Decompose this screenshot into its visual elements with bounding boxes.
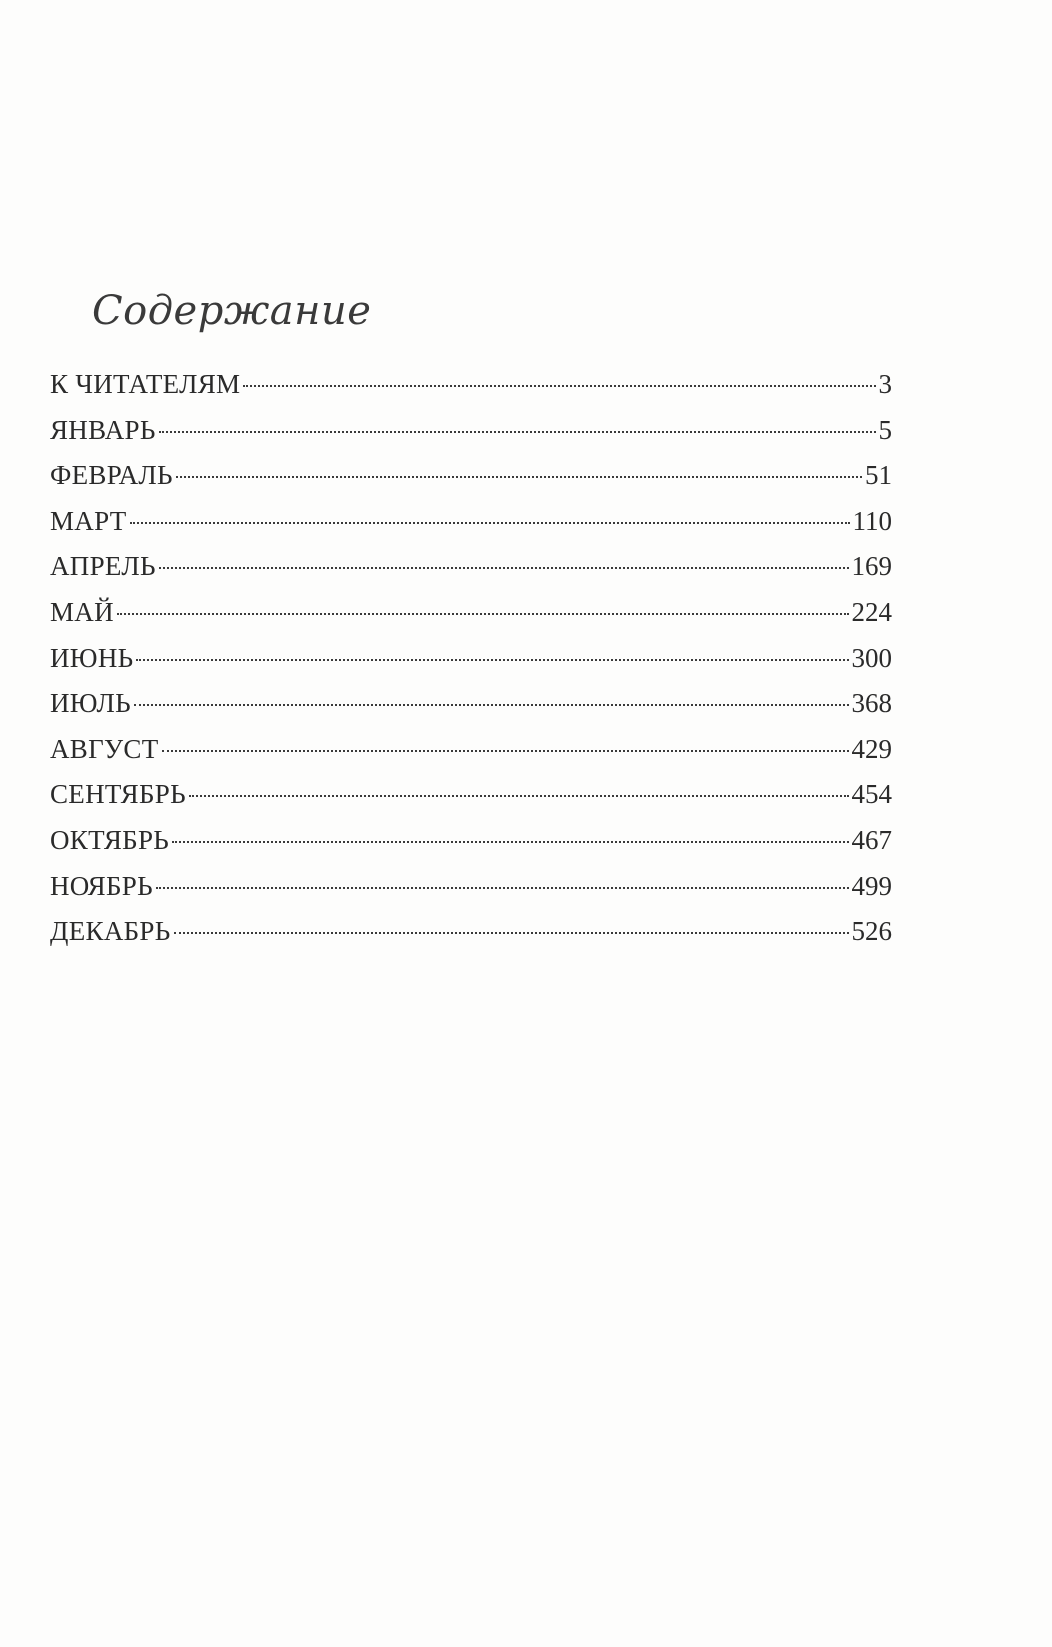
dot-leader [189,795,849,797]
toc-entry-page: 368 [851,688,892,719]
toc-entry [50,818,892,864]
toc-entry [50,408,892,454]
toc-entry-label: МАРТ [50,505,127,536]
toc-entry [50,727,892,773]
dot-leader [136,659,848,661]
dot-leader [117,613,849,615]
toc-entry-page: 454 [851,779,892,810]
toc-entry [50,772,892,818]
toc-entry-label: К ЧИТАТЕЛЯМ [50,369,241,399]
dot-leader [243,385,875,387]
toc-entry-label: ИЮНЬ [50,642,134,673]
toc-entry-label: СЕНТЯБРЬ [50,779,186,810]
toc-entry-page: 51 [865,460,892,491]
dot-leader [174,932,849,934]
toc-entry [50,681,892,727]
toc-entry-label: ФЕВРАЛЬ [50,460,173,491]
toc-entry-page: 169 [851,551,892,582]
toc-entry-label: МАЙ [50,596,114,627]
dot-leader [159,567,849,569]
toc-entry-page: 5 [878,414,892,445]
toc-entry-page: 300 [851,642,892,673]
toc-entry-page: 3 [878,369,892,399]
dot-leader [162,750,849,752]
table-of-contents [50,362,892,955]
toc-entry [50,636,892,682]
toc-entry-label: ОКТЯБРЬ [50,824,170,855]
toc-entry [50,453,892,499]
toc-entry-page: 467 [851,824,892,855]
dot-leader [176,476,862,478]
toc-entry [50,499,892,545]
dot-leader [172,841,848,843]
toc-entry [50,909,892,955]
toc-entry-label: ДЕКАБРЬ [50,916,171,947]
toc-entry-page: 224 [851,596,892,627]
page-title: Содержание [92,288,372,334]
toc-entry-label: АВГУСТ [50,733,159,764]
dot-leader [134,704,849,706]
toc-entry-label: ИЮЛЬ [50,688,131,719]
toc-entry [50,544,892,590]
toc-entry [50,864,892,910]
toc-entry-page: 499 [851,870,892,901]
dot-leader [156,887,849,889]
toc-entry-label: ЯНВАРЬ [50,414,156,445]
dot-leader [159,431,876,433]
toc-entry-label: АПРЕЛЬ [50,551,156,582]
toc-entry [50,590,892,636]
toc-entry-page: 526 [851,916,892,947]
toc-entry-page: 429 [851,733,892,764]
toc-entry-label: НОЯБРЬ [50,870,153,901]
toc-entry [50,362,892,408]
dot-leader [130,522,850,524]
toc-entry-page: 110 [852,505,892,536]
